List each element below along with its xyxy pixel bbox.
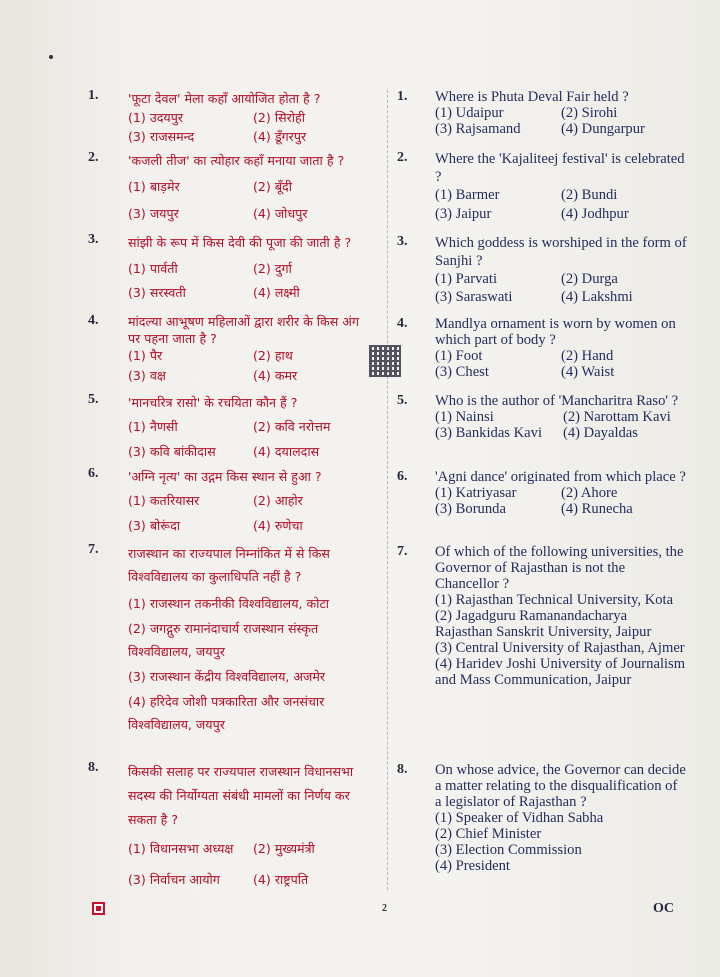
series-code: OC bbox=[653, 901, 674, 916]
question-4-english bbox=[397, 316, 687, 380]
option-2[interactable]: (2) सिरोही bbox=[253, 110, 305, 125]
option-1[interactable]: (1) कतरियासर bbox=[128, 493, 200, 508]
question-6-english bbox=[397, 469, 687, 517]
option-1[interactable]: (1) पार्वती bbox=[128, 261, 178, 276]
question-8-english bbox=[397, 762, 687, 874]
option-4[interactable]: (4) हरिदेव जोशी पत्रकारिता और जनसंचार विश्वविद्यालय, जयपुर bbox=[128, 694, 325, 732]
option-3[interactable]: (3) Saraswati bbox=[435, 289, 513, 305]
question-text: Of which of the following universities, the Governor of Rajasthan is not the Chancellor ? bbox=[435, 544, 684, 592]
option-3[interactable]: (3) कवि बांकीदास bbox=[128, 444, 216, 459]
question-3-hindi bbox=[88, 232, 373, 303]
question-text: सांझी के रूप में किस देवी की पूजा की जाती है ? bbox=[128, 235, 352, 250]
question-number: 4. bbox=[88, 313, 99, 328]
question-number: 1. bbox=[88, 88, 99, 103]
option-2[interactable]: (2) आहोर bbox=[253, 493, 303, 508]
option-4[interactable]: (4) Runecha bbox=[561, 501, 633, 517]
question-text: राजस्थान का राज्यपाल निम्नांकित में से किस विश्वविद्यालय का कुलाधिपति नहीं है ? bbox=[128, 546, 330, 584]
question-text: Which goddess is worshiped in the form of Sanjhi ? bbox=[435, 235, 687, 269]
option-1[interactable]: (1) नैणसी bbox=[128, 419, 178, 434]
option-4[interactable]: (4) Dungarpur bbox=[561, 121, 645, 137]
option-1[interactable]: (1) विधानसभा अध्यक्ष bbox=[128, 841, 234, 856]
question-2-hindi bbox=[88, 150, 373, 224]
question-7-hindi bbox=[88, 542, 373, 736]
option-4[interactable]: (4) रुणेचा bbox=[253, 518, 303, 533]
question-number: 3. bbox=[397, 234, 408, 249]
option-4[interactable]: (4) Haridev Joshi University of Journalism and Mass Communication, Jaipur bbox=[435, 656, 686, 688]
option-1[interactable]: (1) Foot bbox=[435, 348, 483, 364]
option-1[interactable]: (1) उदयपुर bbox=[128, 110, 184, 125]
option-2[interactable]: (2) दुर्गा bbox=[253, 261, 292, 276]
question-text: मांदल्या आभूषण महिलाओं द्वारा शरीर के किस अंग पर पहना जाता है ? bbox=[128, 314, 359, 346]
option-4[interactable]: (4) Dayaldas bbox=[563, 425, 638, 441]
option-2[interactable]: (2) Sirohi bbox=[561, 105, 618, 121]
option-1[interactable]: (1) पैर bbox=[128, 348, 163, 363]
option-4[interactable]: (4) लक्ष्मी bbox=[253, 285, 300, 300]
option-4[interactable]: (4) राष्ट्रपति bbox=[253, 872, 309, 887]
question-text: Where is Phuta Deval Fair held ? bbox=[435, 89, 629, 105]
question-7-english bbox=[397, 544, 687, 688]
option-2[interactable]: (2) Chief Minister bbox=[435, 826, 542, 842]
question-number: 3. bbox=[88, 232, 99, 247]
question-number: 4. bbox=[397, 316, 408, 331]
option-4[interactable]: (4) कमर bbox=[253, 368, 298, 383]
question-number: 5. bbox=[397, 393, 408, 408]
option-4[interactable]: (4) Lakshmi bbox=[561, 289, 633, 305]
option-1[interactable]: (1) Speaker of Vidhan Sabha bbox=[435, 810, 604, 826]
option-4[interactable]: (4) डूँगरपुर bbox=[253, 129, 307, 144]
option-2[interactable]: (2) जगद्गुरु रामानंदाचार्य राजस्थान संस्कृत विश्वविद्यालय, जयपुर bbox=[128, 621, 319, 659]
option-1[interactable]: (1) बाड़मेर bbox=[128, 179, 180, 194]
option-4[interactable]: (4) जोधपुर bbox=[253, 206, 308, 221]
option-2[interactable]: (2) Ahore bbox=[561, 485, 618, 501]
option-1[interactable]: (1) Katriyasar bbox=[435, 485, 517, 501]
option-3[interactable]: (3) Jaipur bbox=[435, 206, 492, 222]
option-1[interactable]: (1) Rajasthan Technical University, Kota bbox=[435, 592, 674, 608]
option-2[interactable]: (2) बूँदी bbox=[253, 179, 292, 194]
option-3[interactable]: (3) राजसमन्द bbox=[128, 129, 195, 144]
question-text: किसकी सलाह पर राज्यपाल राजस्थान विधानसभा सदस्य की निर्योग्यता संबंधी मामलों का निर्णय कर सकता है ? bbox=[128, 764, 354, 827]
option-3[interactable]: (3) बोरूंदा bbox=[128, 518, 181, 533]
question-1-hindi bbox=[88, 88, 373, 145]
registration-mark-icon bbox=[92, 902, 105, 915]
question-text: 'फूटा देवल' मेला कहाँ आयोजित होता है ? bbox=[128, 91, 321, 106]
question-number: 7. bbox=[397, 544, 408, 559]
question-text: Where the 'Kajaliteej festival' is celebrated ? bbox=[435, 151, 685, 185]
question-text: 'मानचरित्र रासो' के रचयिता कौन हैं ? bbox=[128, 395, 298, 410]
option-4[interactable]: (4) President bbox=[435, 858, 510, 874]
option-2[interactable]: (2) Hand bbox=[561, 348, 614, 364]
question-number: 2. bbox=[397, 150, 408, 165]
question-4-hindi bbox=[88, 313, 373, 385]
option-2[interactable]: (2) Jagadguru Ramanandacharya Rajasthan Sanskrit University, Jaipur bbox=[435, 608, 652, 640]
question-number: 8. bbox=[88, 760, 99, 775]
option-3[interactable]: (3) सरस्वती bbox=[128, 285, 186, 300]
question-number: 7. bbox=[88, 542, 99, 557]
option-3[interactable]: (3) जयपुर bbox=[128, 206, 179, 221]
question-number: 2. bbox=[88, 150, 99, 165]
question-number: 6. bbox=[88, 466, 99, 481]
option-2[interactable]: (2) कवि नरोत्तम bbox=[253, 419, 331, 434]
question-5-hindi bbox=[88, 392, 373, 462]
option-3[interactable]: (3) Election Commission bbox=[435, 842, 582, 858]
question-6-hindi bbox=[88, 466, 373, 536]
question-text: 'कजली तीज' का त्योहार कहाँ मनाया जाता है ? bbox=[128, 153, 345, 168]
option-2[interactable]: (2) Narottam Kavi bbox=[563, 409, 671, 425]
option-2[interactable]: (2) Bundi bbox=[561, 187, 618, 203]
question-3-english bbox=[397, 234, 687, 306]
question-text: 'Agni dance' originated from which place ? bbox=[435, 469, 686, 485]
option-2[interactable]: (2) मुख्यमंत्री bbox=[253, 841, 315, 856]
question-number: 6. bbox=[397, 469, 408, 484]
option-4[interactable]: (4) दयालदास bbox=[253, 444, 320, 459]
option-3[interactable]: (3) वक्ष bbox=[128, 368, 166, 383]
option-3[interactable]: (3) Borunda bbox=[435, 501, 506, 517]
option-3[interactable]: (3) Bankidas Kavi bbox=[435, 425, 542, 441]
option-1[interactable]: (1) Nainsi bbox=[435, 409, 494, 425]
option-4[interactable]: (4) Jodhpur bbox=[561, 206, 629, 222]
page-dot bbox=[49, 55, 53, 59]
question-2-english bbox=[397, 150, 687, 224]
option-1[interactable]: (1) राजस्थान तकनीकी विश्वविद्यालय, कोटा bbox=[128, 596, 330, 611]
option-2[interactable]: (2) हाथ bbox=[253, 348, 293, 363]
option-3[interactable]: (3) Central University of Rajasthan, Ajmer bbox=[435, 640, 685, 656]
question-number: 8. bbox=[397, 762, 408, 777]
page-number: 2 bbox=[382, 903, 387, 914]
option-1[interactable]: (1) Barmer bbox=[435, 187, 500, 203]
question-8-hindi bbox=[88, 760, 373, 890]
question-text: On whose advice, the Governor can decide a matter relating to the disqualification of a legislator of Rajasthan ? bbox=[435, 762, 686, 810]
question-text: 'अग्नि नृत्य' का उद्गम किस स्थान से हुआ ? bbox=[128, 469, 322, 484]
question-text: Who is the author of 'Mancharitra Raso' ? bbox=[435, 393, 679, 409]
question-text: Mandlya ornament is worn by women on which part of body ? bbox=[435, 316, 676, 348]
question-number: 1. bbox=[397, 89, 408, 104]
option-2[interactable]: (2) Durga bbox=[561, 271, 618, 287]
option-3[interactable]: (3) राजस्थान केंद्रीय विश्वविद्यालय, अजमेर bbox=[128, 669, 326, 684]
option-1[interactable]: (1) Udaipur bbox=[435, 105, 504, 121]
question-5-english bbox=[397, 393, 687, 441]
question-1-english bbox=[397, 89, 687, 137]
option-4[interactable]: (4) Waist bbox=[561, 364, 615, 380]
option-1[interactable]: (1) Parvati bbox=[435, 271, 498, 287]
option-3[interactable]: (3) निर्वाचन आयोग bbox=[128, 872, 220, 887]
option-3[interactable]: (3) Rajsamand bbox=[435, 121, 521, 137]
question-number: 5. bbox=[88, 392, 99, 407]
option-3[interactable]: (3) Chest bbox=[435, 364, 489, 380]
